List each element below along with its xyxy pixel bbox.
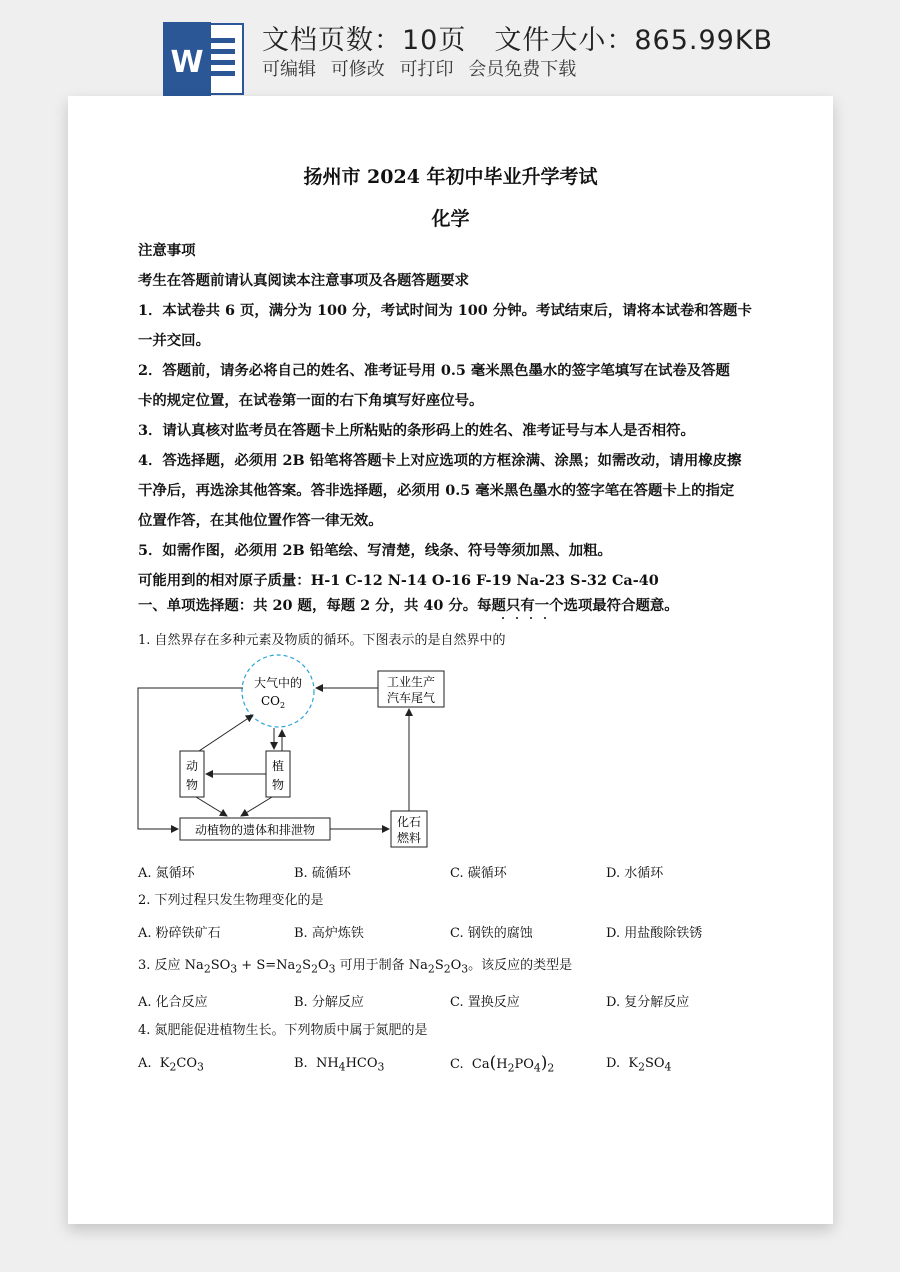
feature-printable: 可打印 xyxy=(399,59,454,80)
file-size: 文件大小：865.99KB xyxy=(494,25,774,56)
q4-option-a: A. $K_2CO_3$ xyxy=(138,1056,204,1074)
atomic-masses: 可能用到的相对原子质量：H-1 C-12 N-14 O-16 F-19 Na-23 S-32 Ca-40 xyxy=(138,572,659,589)
notes-line: 2．答题前，请务必将自己的姓名、准考证号用 0.5 毫米黑色墨水的签字笔填写在试卷及答题 xyxy=(138,362,730,379)
feature-editable: 可编辑 xyxy=(262,59,316,80)
emphasis-dot xyxy=(502,617,504,619)
word-document-icon xyxy=(163,22,245,96)
notes-heading: 注意事项 xyxy=(138,242,196,259)
fossil-label: 燃料 xyxy=(396,831,422,845)
exhaust-label: 汽车尾气 xyxy=(386,691,436,705)
remains-label: 动植物的遗体和排泄物 xyxy=(194,823,316,837)
plants-to-remains-arrow xyxy=(241,797,272,816)
atmosphere-label: 大气中的 xyxy=(253,676,303,690)
fossil-label: 化石 xyxy=(396,815,422,829)
q4-option-b: B. $NH_4HCO_3$ xyxy=(294,1056,385,1074)
q1-option-d: D. 水循环 xyxy=(606,866,664,881)
q3-option-c: C. 置换反应 xyxy=(450,995,520,1010)
question-stem: 1. 自然界存在多种元素及物质的循环。下图表示的是自然界中的 xyxy=(138,633,506,648)
notes-line: 5．如需作图，必须用 2B 铅笔绘、写清楚，线条、符号等须加黑、加粗。 xyxy=(138,542,612,559)
q1-option-a: A. 氮循环 xyxy=(138,866,195,881)
animals-to-remains-arrow xyxy=(196,797,227,816)
question-stem: 4. 氮肥能促进植物生长。下列物质中属于氮肥的是 xyxy=(138,1023,428,1038)
notes-line: 干净后，再选涂其他答案。答非选择题，必须用 0.5 毫米黑色墨水的签字笔在答题卡上的指定 xyxy=(138,482,735,499)
industry-label: 工业生产 xyxy=(386,675,436,689)
q3-option-d: D. 复分解反应 xyxy=(606,995,690,1010)
page-count: 文档页数：10页 xyxy=(262,25,467,56)
animals-to-co2-arrow xyxy=(199,715,253,751)
notes-line: 卡的规定位置，在试卷第一面的右下角填写好座位号。 xyxy=(138,392,484,409)
feature-list xyxy=(262,55,585,81)
emphasis-dot xyxy=(516,617,518,619)
notes-line: 一并交回。 xyxy=(138,332,210,349)
animals-label: 动 xyxy=(185,759,199,773)
svg-text:CO2 xyxy=(261,694,285,710)
notes-line: 3．请认真核对监考员在答题卡上所粘贴的条形码上的姓名、准考证号与本人是否相符。 xyxy=(138,422,695,439)
emphasis-dot xyxy=(530,617,532,619)
plants-label: 物 xyxy=(271,778,285,792)
exam-title: 扬州市 2024 年初中毕业升学考试 xyxy=(303,166,598,188)
q3-option-a: A. 化合反应 xyxy=(138,995,208,1010)
notes-line: 4．答选择题，必须用 2B 铅笔将答题卡上对应选项的方框涂满、涂黑；如需改动，请用橡皮擦 xyxy=(138,452,742,469)
carbon-cycle-diagram xyxy=(133,651,463,851)
question-stem: 3. 反应 $Na_2SO_3 + S=Na_2S_2O_3$ 可用于制备 $Na_2S_2O_3$。该反应的类型是 xyxy=(138,958,573,976)
question-stem: 2. 下列过程只发生物理变化的是 xyxy=(138,893,324,908)
co2-subscript: 2 xyxy=(279,701,286,710)
plants-label: 植 xyxy=(271,759,285,773)
co2-label: CO xyxy=(260,694,280,708)
file-info-banner xyxy=(0,0,900,100)
q2-option-c: C. 钢铁的腐蚀 xyxy=(450,926,533,941)
notes-line: 位置作答，在其他位置作答一律无效。 xyxy=(138,512,383,529)
q2-option-d: D. 用盐酸除铁锈 xyxy=(606,926,703,941)
q4-option-d: D. $K_2SO_4$ xyxy=(606,1056,672,1074)
feature-member-download: 会员免费下载 xyxy=(468,59,577,80)
notes-intro: 考生在答题前请认真阅读本注意事项及各题答题要求 xyxy=(138,272,469,289)
svg-text:W: W xyxy=(170,45,204,80)
q2-option-a: A. 粉碎铁矿石 xyxy=(138,926,221,941)
feature-modifiable: 可修改 xyxy=(330,59,385,80)
q3-option-b: B. 分解反应 xyxy=(294,995,364,1010)
q1-option-c: C. 碳循环 xyxy=(450,866,507,881)
section-heading: 一、单项选择题：共 20 题，每题 2 分，共 40 分。每题只有一个选项最符合题意。 xyxy=(138,597,679,614)
file-stats-title xyxy=(262,18,773,57)
q4-option-c: C. $Ca(H_2PO_4)_2$ xyxy=(450,1053,555,1075)
animals-label: 物 xyxy=(185,778,199,792)
exam-subject: 化学 xyxy=(431,208,470,230)
document-page xyxy=(68,96,833,1224)
emphasis-dot xyxy=(544,617,546,619)
atmosphere-node xyxy=(242,655,314,727)
q2-option-b: B. 高炉炼铁 xyxy=(294,926,364,941)
notes-line: 1．本试卷共 6 页，满分为 100 分，考试时间为 100 分钟。考试结束后，请将本试卷和答题卡 xyxy=(138,302,752,319)
q1-option-b: B. 硫循环 xyxy=(294,866,351,881)
